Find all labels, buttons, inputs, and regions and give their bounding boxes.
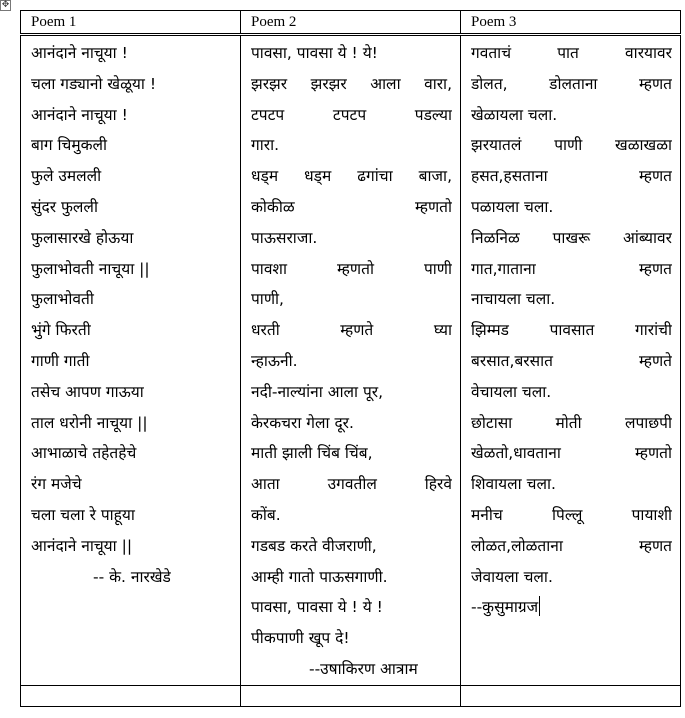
poem-line: कोंब.: [251, 505, 281, 524]
poem-line: ताल धरोनी नाचूया ||: [31, 413, 148, 432]
poem-line: छोटासा मोती लपाछपी: [471, 413, 672, 432]
poem-line: सुंदर फुलली: [31, 197, 98, 216]
poem-line: धरती म्हणते घ्या: [251, 321, 452, 340]
poem-line: वेचायला चला.: [471, 382, 552, 401]
poem-1-author: -- के. नारखेडे: [93, 567, 171, 586]
poem-line: खेळतो,धावताना म्हणतो: [471, 444, 672, 463]
poem-line: आनंदाने नाचूया !: [31, 44, 128, 62]
poem-2-author: --उषाकिरण आत्राम: [309, 659, 418, 678]
poem-line: गवताचं पात वारयावर: [471, 44, 672, 62]
poem-3-author: --कुसुमाग्रज: [471, 598, 539, 617]
header-row: [21, 11, 681, 35]
poem-line: फुले उमलली: [31, 167, 102, 186]
poem-line: आता उगवतील हिरवे: [251, 475, 452, 494]
poem-1-cell[interactable]: [21, 35, 241, 686]
poem-line: निळनिळ पाखरू आंब्यावर: [471, 228, 672, 247]
poem-line: पीकपाणी खूप दे!: [251, 629, 350, 648]
empty-cell-2[interactable]: [241, 685, 461, 706]
poem-line: पावसा, पावसा ये ! ये !: [251, 598, 383, 617]
poem-line: आनंदाने नाचूया !: [31, 105, 128, 124]
poem-line: झिम्मड पावसात गारांची: [471, 321, 672, 340]
poem-line: तसेच आपण गाऊया: [31, 382, 144, 401]
poem-line: जेवायला चला.: [471, 567, 553, 586]
poem-line: पाऊसराजा.: [251, 228, 318, 247]
poem-line: फुलासारखे होऊया: [31, 228, 134, 247]
header-poem-3: Poem 3: [461, 11, 681, 35]
empty-row: [21, 685, 681, 706]
poem-line: धड्म धड्म ढगांचा बाजा,: [251, 167, 452, 186]
poem-line: आभाळाचे तहेतहेचे: [31, 444, 137, 463]
poem-line: झरयातलं पाणी खळाखळा: [471, 136, 672, 155]
empty-cell-3[interactable]: [461, 685, 681, 706]
poem-3-author-line: [471, 592, 672, 623]
poem-2-cell[interactable]: [241, 35, 461, 686]
text-cursor: [539, 596, 540, 616]
poem-line: चला गड्यानो खेळूया !: [31, 74, 157, 93]
poem-line: भुंगे फिरती: [31, 321, 91, 340]
poem-line: झरझर झरझर आला वारा,: [251, 74, 452, 93]
poem-line: गडबड करते वीजराणी,: [251, 536, 377, 555]
poem-line: मनीच पिल्लू पायाशी: [471, 505, 672, 524]
poem-line: केरकचरा गेला दूर.: [251, 413, 354, 432]
poem-line: गारा.: [251, 136, 280, 155]
poem-line: डोलत, डोलताना म्हणत: [471, 74, 672, 93]
poem-line: आनंदाने नाचूया ||: [31, 536, 133, 555]
empty-cell-1[interactable]: [21, 685, 241, 706]
poem-line: गाणी गाती: [31, 351, 90, 370]
poem-line: माती झाली चिंब चिंब,: [251, 444, 373, 463]
poem-line: बरसात,बरसात म्हणते: [471, 351, 672, 370]
poem-3-cell[interactable]: [461, 35, 681, 686]
header-poem-1: Poem 1: [21, 11, 241, 35]
poem-line: टपटप टपटप पडल्या: [251, 105, 452, 124]
poem-line: फुलाभोवती: [31, 290, 94, 309]
poem-line: बाग चिमुकली: [31, 136, 108, 155]
poem-line: लोळत,लोळताना म्हणत: [471, 536, 672, 555]
poem-line: पावसा, पावसा ये ! ये!: [251, 44, 378, 62]
poem-line: शिवायला चला.: [471, 475, 556, 494]
poem-line: कोकीळ म्हणतो: [251, 197, 452, 216]
poem-line: चला चला रे पाहूया: [31, 505, 135, 524]
poem-line: आम्ही गातो पाऊसगाणी.: [251, 567, 388, 586]
poem-line: पाणी,: [251, 290, 284, 309]
poem-line: पळायला चला.: [471, 197, 554, 216]
poem-row: [21, 35, 681, 686]
poem-line: नदी-नाल्यांना आला पूर,: [251, 382, 384, 401]
poem-line: फुलाभोवती नाचूया ||: [31, 259, 150, 278]
poem-line: गात,गाताना म्हणत: [471, 259, 672, 278]
poems-table: [20, 10, 681, 707]
poem-line: रंग मजेचे: [31, 475, 82, 494]
poem-line: पावशा म्हणतो पाणी: [251, 259, 452, 278]
poem-line: हसत,हसताना म्हणत: [471, 167, 672, 186]
header-poem-2: Poem 2: [241, 11, 461, 35]
poem-line: नाचायला चला.: [471, 290, 556, 309]
poem-line: खेळायला चला.: [471, 105, 558, 124]
table-move-handle[interactable]: ✥: [1, 0, 10, 10]
poem-line: न्हाऊनी.: [251, 351, 298, 370]
